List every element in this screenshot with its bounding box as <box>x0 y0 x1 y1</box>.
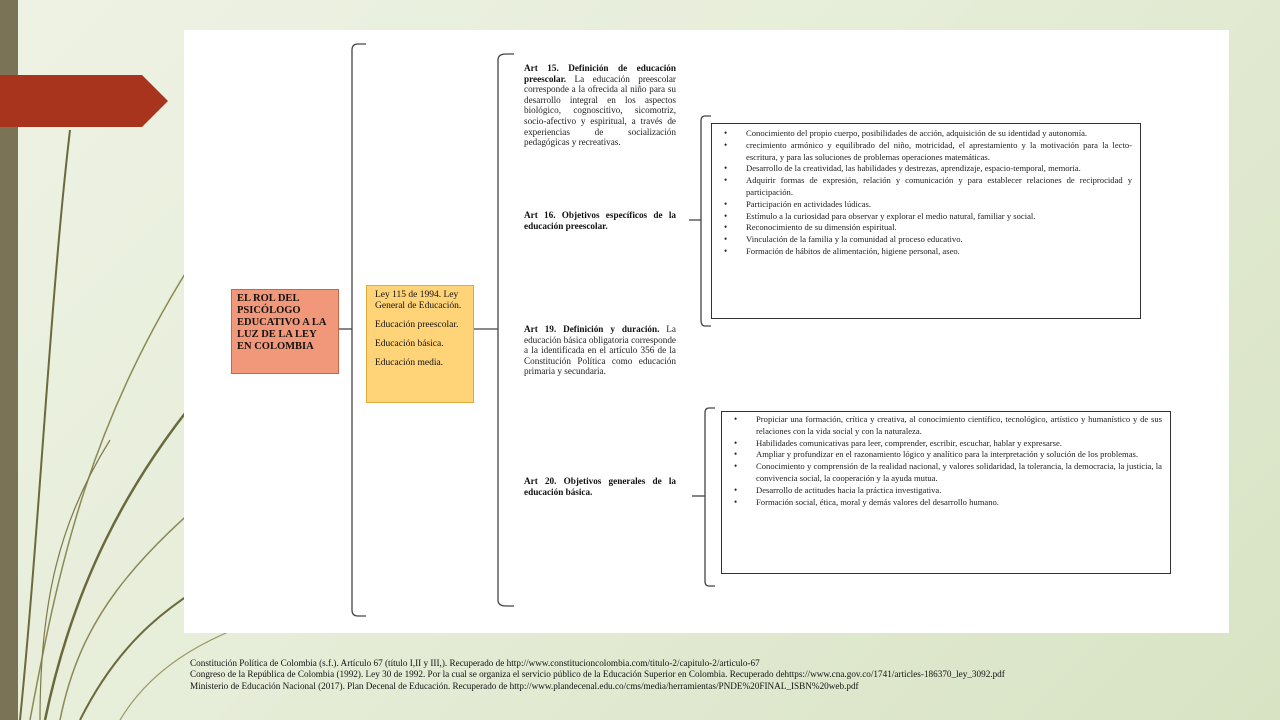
art15-block <box>524 63 676 148</box>
list-item: • Conocimiento del propio cuerpo, posibilidades de acción, adquisición de su identidad y autonomía. <box>746 128 1132 140</box>
slide-marker-tab <box>0 75 168 127</box>
art20-objectives-list <box>728 414 1162 508</box>
art16-objectives-box <box>711 123 1141 319</box>
art20-heading: Art 20. Objetivos generales de la educación básica. <box>524 476 676 497</box>
law-item-preescolar: Educación preescolar. <box>375 320 459 330</box>
list-item: • Conocimiento y comprensión de la realidad nacional, y valores solidaridad, la tolerancia, la democracia, la justicia, la convivencia social, la cooperación y la ayuda mutua. <box>756 461 1162 485</box>
list-item: • Propiciar una formación, crítica y creativa, al conocimiento científico, tecnológico, artístico y humanístico y de sus relaciones con la vida social y con la naturaleza. <box>756 414 1162 438</box>
list-item: • Habilidades comunicativas para leer, comprender, escribir, escuchar, hablar y expresarse. <box>756 438 1162 450</box>
law-box <box>366 285 474 403</box>
art16-objectives-list <box>718 128 1132 258</box>
art20-objectives-box <box>721 411 1171 574</box>
list-item: • Adquirir formas de expresión, relación y comunicación y para establecer relaciones de reciprocidad y participación. <box>746 175 1132 199</box>
list-item: • Estímulo a la curiosidad para observar y explorar el medio natural, familiar y social. <box>746 211 1132 223</box>
reference-item: Constitución Política de Colombia (s.f.). Artículo 67 (título I,II y III,). Recuperado de http://www.constitucioncolombia.com/titulo-2/capitulo-2/articulo-67 <box>190 658 760 668</box>
list-item: • Reconocimiento de su dimensión espiritual. <box>746 222 1132 234</box>
art19-heading: Art 19. Definición y duración. <box>524 324 660 334</box>
art20-block <box>524 476 676 497</box>
art16-heading: Art 16. Objetivos específicos de la educación preescolar. <box>524 210 676 231</box>
list-item: • Formación de hábitos de alimentación, higiene personal, aseo. <box>746 246 1132 258</box>
main-title-text: EL ROL DEL PSICÓLOGO EDUCATIVO A LA LUZ DE LA LEY EN COLOMBIA <box>237 293 326 352</box>
law-item-media: Educación media. <box>375 358 444 368</box>
list-item: • crecimiento armónico y equilibrado del niño, motricidad, el aprestamiento y la motivación para la lecto-escritura, y para las soluciones de problemas operaciones matemáticas. <box>746 140 1132 164</box>
art16-block <box>524 210 676 231</box>
list-item: • Formación social, ética, moral y demás valores del desarrollo humano. <box>756 497 1162 509</box>
diagram-slide <box>184 30 1229 633</box>
list-item: • Participación en actividades lúdicas. <box>746 199 1132 211</box>
art15-heading: Art 15. Definición de educación preescolar. <box>524 63 676 84</box>
list-item: • Desarrollo de actitudes hacia la práctica investigativa. <box>756 485 1162 497</box>
art19-block <box>524 324 676 377</box>
reference-item: Congreso de la República de Colombia (1992). Ley 30 de 1992. Por la cual se organiza el servicio público de la Educación Superior en Colombia. Recuperado dehttps://www.cna.gov.co/1741/articles-186370_ley_3092.pdf <box>190 669 1005 680</box>
art15-body: La educación preescolar corresponde a la ofrecida al niño para su desarrollo integral en los aspectos biológico, cognoscitivo, sicomotriz, socio-afectivo y espiritual, a través de experiencias de socialización pedagógicas y recreativas. <box>524 73 676 148</box>
list-item: • Vinculación de la familia y la comunidad al proceso educativo. <box>746 234 1132 246</box>
main-title-box <box>231 289 339 374</box>
reference-item: Ministerio de Educación Nacional (2017). Plan Decenal de Educación. Recuperado de http://www.plandecenal.edu.co/cms/media/herramientas/PNDE%20FINAL_ISBN%20web.pdf <box>190 680 859 691</box>
law-item-basica: Educación básica. <box>375 339 444 349</box>
list-item: • Desarrollo de la creatividad, las habilidades y destrezas, aprendizaje, espacio-temporal, memoria. <box>746 163 1132 175</box>
list-item: • Ampliar y profundizar en el razonamiento lógico y analítico para la interpretación y solución de los problemas. <box>756 449 1162 461</box>
law-title: Ley 115 de 1994. Ley General de Educación. <box>375 290 462 311</box>
references <box>190 658 1190 692</box>
art19-body: La educación básica obligatoria corresponde a la identificada en el artículo 356 de la Constitución Política como educación primaria y secundaria. <box>524 324 676 377</box>
